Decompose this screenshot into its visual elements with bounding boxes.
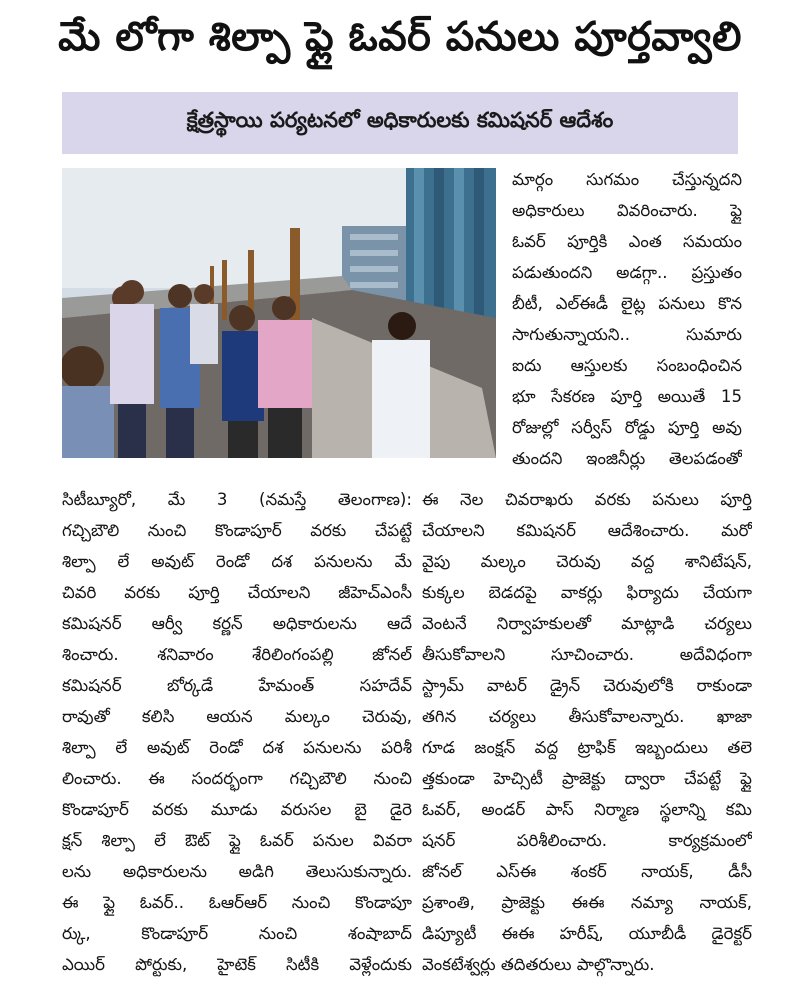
text-line: రావుతో కలిసి ఆయన మల్కం చెరువు, — [62, 707, 412, 726]
text-line: మార్గం సుగమం చేస్తున్నదని — [512, 170, 742, 189]
text-line: ఓవర్, అండర్ పాస్ నిర్మాణ స్థలాన్ని కమి — [422, 800, 752, 819]
headline: మే లోగా శిల్పా ఫ్లై ఓవర్ పనులు పూర్తవ్వాలి — [58, 14, 742, 60]
text-line: భూ సేకరణ పూర్తి అయితే 15 — [512, 387, 742, 406]
text-line: షనర్ పరిశీలించారు. కార్యక్రమంలో — [422, 831, 752, 850]
photo-illustration — [62, 168, 496, 458]
text-line: వైపు మల్కం చెరువు వద్ద శానిటేషన్, — [422, 552, 752, 571]
text-line: డిప్యూటీ ఈఈ హరీష్, యూబీడీ డైరెక్టర్ — [422, 924, 752, 943]
field-inspection-photo — [62, 168, 496, 458]
text-line: ఈ నెల చివరాఖరు వరకు పనులు పూర్తి — [422, 490, 752, 509]
text-line: చేయాలని కమిషనర్ ఆదేశించారు. మరో — [422, 521, 752, 540]
text-line: అధికారులు వివరించారు. ఫ్లై — [512, 201, 742, 220]
text-line: బీటీ, ఎల్ఈడీ లైట్ల పనులు కొన — [512, 294, 742, 313]
text-line: స్ట్రామ్ వాటర్ డ్రైన్ చెరువులోకి రాకుండా — [422, 676, 752, 695]
text-line: పడుతుందని అడగ్గా.. ప్రస్తుతం — [512, 263, 742, 282]
text-line: శిల్పా లే అవుట్ రెండో దశ పనులను మే — [62, 552, 412, 571]
text-line: ప్రశాంతి, ప్రాజెక్టు ఈఈ నమ్యా నాయక్, — [422, 893, 752, 912]
text-line: తీసుకోవాలని సూచించారు. అదేవిధంగా — [422, 645, 752, 664]
text-line: రోజుల్లో సర్వీస్ రోడ్డు పూర్తి అవు — [512, 418, 742, 437]
text-line: తుందని ఇంజినీర్లు తెలపడంతో — [512, 449, 742, 468]
text-line: గచ్చిబౌలి నుంచి కొండాపూర్ వరకు చేపట్టే — [62, 521, 412, 540]
text-line: శిల్పా లే అవుట్ రెండో దశ పనులను పరిశీ — [62, 738, 412, 757]
text-line: వెంటనే నిర్వాహకులతో మాట్లాడి చర్యలు — [422, 614, 752, 633]
text-line: సాగుతున్నాయని.. సుమారు — [512, 325, 742, 344]
column-right-top — [512, 164, 742, 474]
text-line: ర్కు, కొండాపూర్ నుంచి శంషాబాద్ — [62, 924, 412, 943]
text-line: కొండాపూర్ వరకు మూడు వరుసల బై డైరె — [62, 800, 412, 819]
text-line: ఓవర్ పూర్తికి ఎంత సమయం — [512, 232, 742, 251]
text-line: త్తకుండా హెచ్సిటీ ప్రాజెక్టు ద్వారా చేపట్టే ఫ్లై — [422, 769, 752, 788]
text-line: చివరి వరకు పూర్తి చేయాలని జీహెచ్ఎంసీ — [62, 583, 412, 602]
dateline: సిటీబ్యూరో, మే 3 (నమస్తే తెలంగాణ): — [62, 490, 412, 509]
text-line: శించారు. శనివారం శేరిలింగంపల్లి జోనల్ — [62, 645, 412, 664]
column-left — [62, 484, 412, 980]
text-line: లించారు. ఈ సందర్భంగా గచ్చిబౌలి నుంచి — [62, 769, 412, 788]
text-line: వెంకటేశ్వర్లు తదితరులు పాల్గొన్నారు. — [422, 955, 655, 974]
text-line: లను అధికారులను అడిగి తెలుసుకున్నారు. — [62, 862, 412, 881]
text-line: గూడ జంక్షన్ వద్ద ట్రాఫిక్ ఇబ్బందులు తలె — [422, 738, 752, 757]
text-line: కమిషనర్ బోర్కడే హేమంత్ సహదేవ్ — [62, 676, 412, 695]
text-line: ఈ ఫ్లై ఓవర్.. ఓఆర్ఆర్ నుంచి కొండాపూ — [62, 893, 412, 912]
column-right-bottom — [422, 484, 752, 980]
text-line: క్షన్ శిల్పా లే ఔట్ ఫ్లై ఓవర్ పనుల వివరా — [62, 831, 412, 850]
text-line: ఐదు ఆస్తులకు సంబంధించిన — [512, 356, 742, 375]
text-line: జోనల్ ఎస్ఈ శంకర్ నాయక్, డీసీ — [422, 862, 752, 881]
subheadline: క్షేత్రస్థాయి పర్యటనలో అధికారులకు కమిషనర్ ఆదేశం — [62, 92, 738, 154]
text-line: తగిన చర్యలు తీసుకోవాలన్నారు. ఖాజా — [422, 707, 752, 726]
text-line: కుక్కల బెడదపై వాకర్లు ఫిర్యాదు చేయగా — [422, 583, 752, 602]
text-line: కమిషనర్ ఆర్వీ కర్ణన్ అధికారులను ఆదే — [62, 614, 412, 633]
text-line: ఎయిర్ పోర్టుకు, హైటెక్ సిటీకి వెళ్లేందుకు — [62, 955, 412, 974]
